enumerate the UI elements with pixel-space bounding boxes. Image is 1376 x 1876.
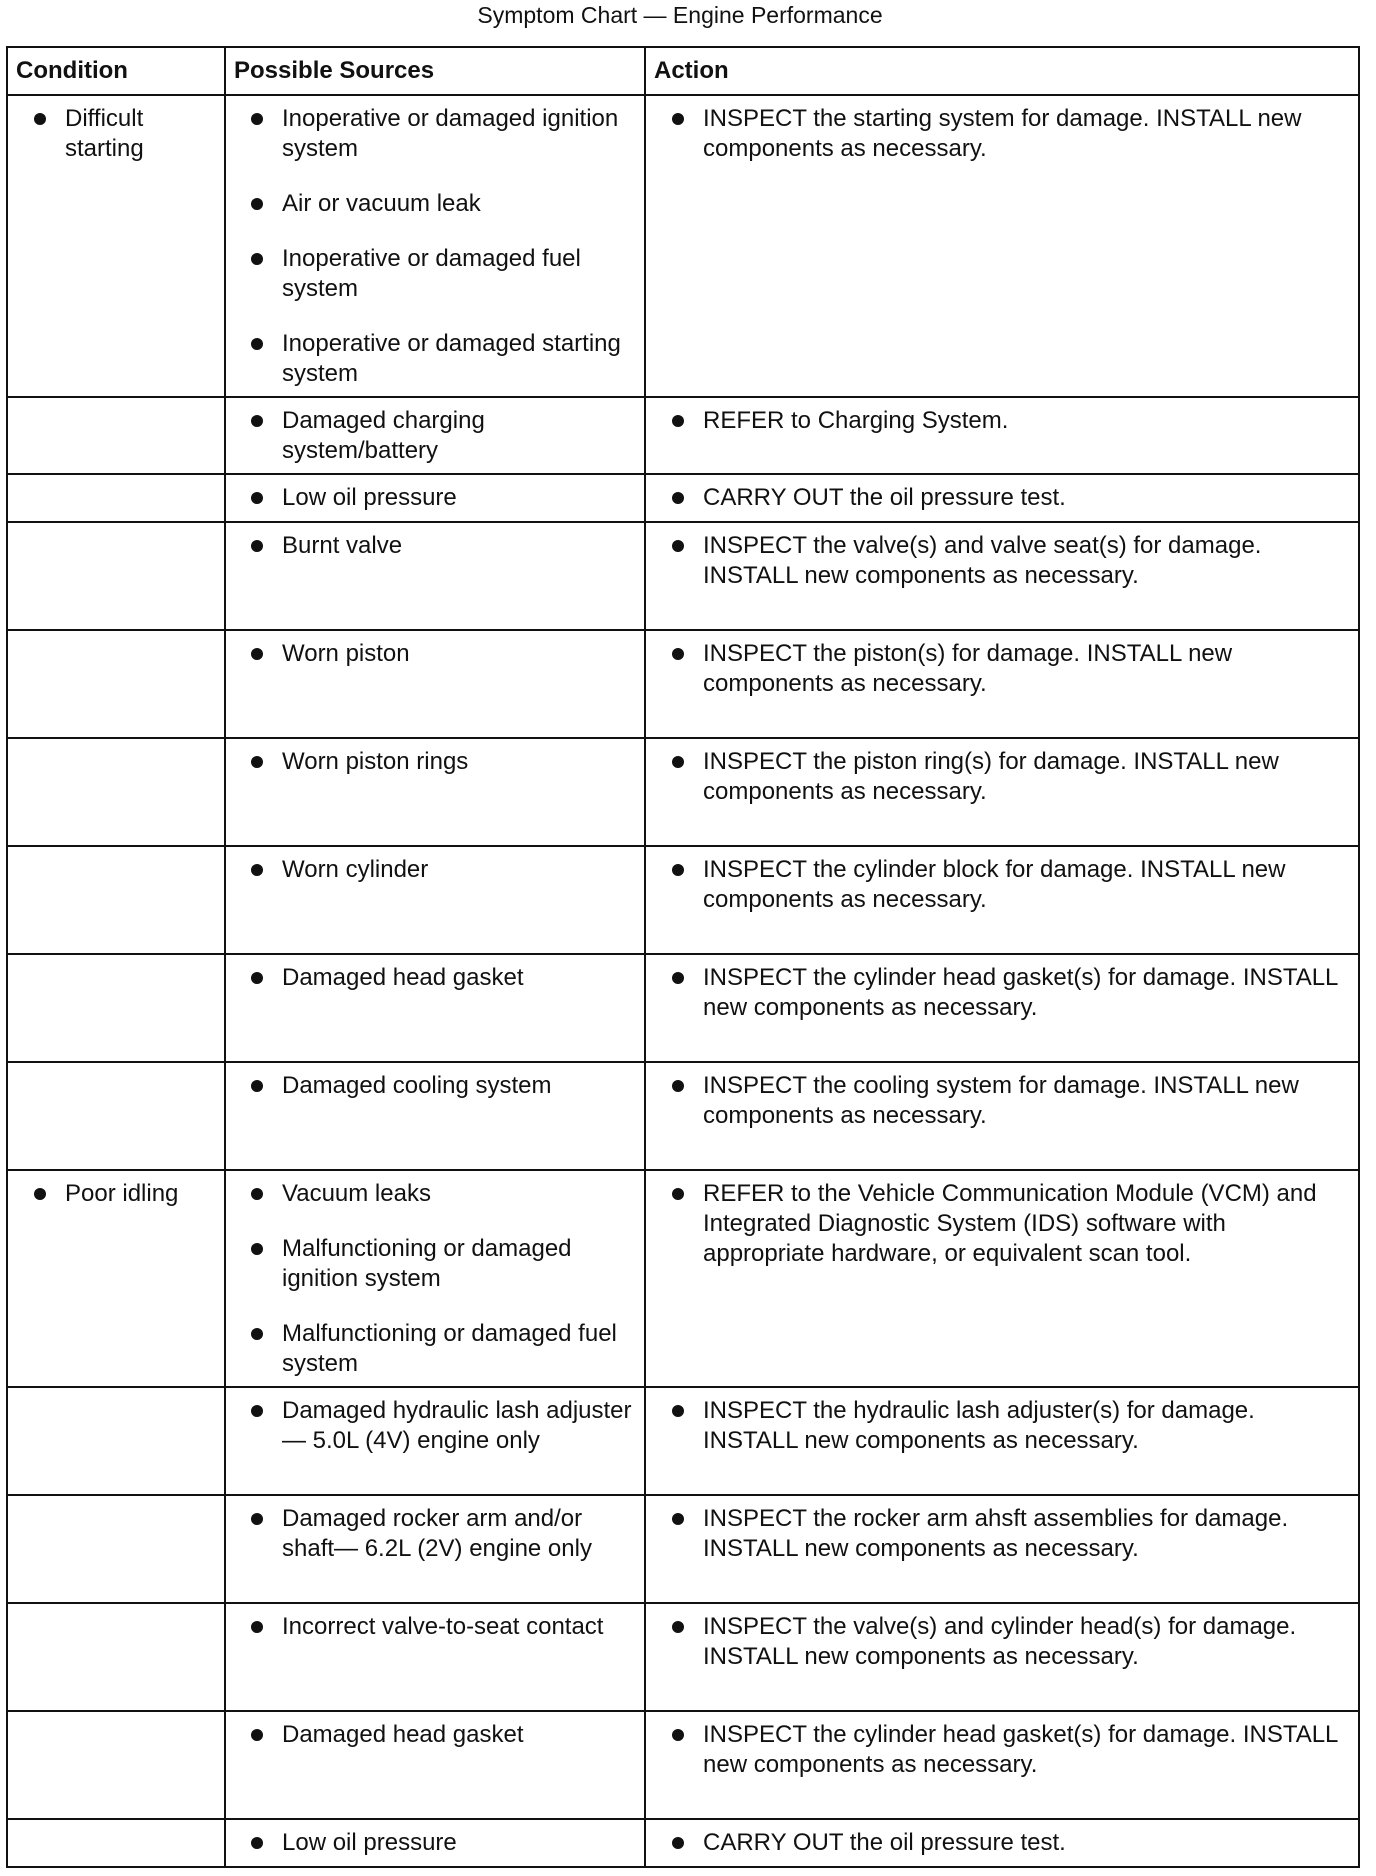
- bullet-icon: [672, 648, 684, 660]
- table-row: [7, 1062, 1359, 1170]
- bullet-icon: [251, 972, 263, 984]
- action-cell: [645, 95, 1359, 397]
- possible-sources-cell: [225, 630, 645, 738]
- source-item-text: Low oil pressure: [282, 1829, 457, 1856]
- source-item-text: Burnt valve: [282, 532, 403, 559]
- bullet-icon: [672, 540, 684, 552]
- source-item: [232, 531, 638, 561]
- possible-sources-cell: [225, 1711, 645, 1819]
- source-item: [232, 1234, 638, 1294]
- action-cell: [645, 1603, 1359, 1711]
- source-item-text: Worn cylinder: [282, 856, 429, 883]
- source-item: [232, 1179, 638, 1209]
- possible-sources-cell: [225, 397, 645, 474]
- possible-sources-cell: [225, 1170, 645, 1387]
- source-item: [232, 244, 638, 304]
- action-item: [652, 1396, 1352, 1456]
- source-item: [232, 1319, 638, 1379]
- action-item: [652, 531, 1352, 591]
- action-cell: [645, 846, 1359, 954]
- bullet-icon: [672, 415, 684, 427]
- symptom-chart-table: [6, 46, 1360, 1868]
- source-item-text: Inoperative or damaged fuel system: [282, 245, 581, 302]
- action-item-text: INSPECT the cooling system for damage. INSTALL new components as necessary.: [703, 1072, 1299, 1129]
- condition-cell: [7, 1170, 225, 1387]
- source-item-text: Damaged head gasket: [282, 1721, 524, 1748]
- table-row: [7, 474, 1359, 522]
- possible-sources-cell: [225, 1495, 645, 1603]
- action-cell: [645, 1170, 1359, 1387]
- source-item-text: Malfunctioning or damaged fuel system: [282, 1320, 617, 1377]
- bullet-icon: [251, 864, 263, 876]
- table-header-row: [7, 47, 1359, 95]
- table-row: [7, 1711, 1359, 1819]
- bullet-icon: [251, 1188, 263, 1200]
- bullet-icon: [251, 1243, 263, 1255]
- source-item: [232, 1720, 638, 1750]
- table-row: [7, 738, 1359, 846]
- condition-cell: [7, 474, 225, 522]
- source-item: [232, 639, 638, 669]
- source-item: [232, 1071, 638, 1101]
- action-item: [652, 1179, 1352, 1269]
- condition-cell: [7, 1387, 225, 1495]
- source-item: [232, 1504, 638, 1564]
- bullet-icon: [672, 1837, 684, 1849]
- action-item: [652, 1720, 1352, 1780]
- source-item: [232, 747, 638, 777]
- source-item: [232, 1396, 638, 1456]
- source-item: [232, 1612, 638, 1642]
- condition-cell: [7, 397, 225, 474]
- source-item: [232, 104, 638, 164]
- action-cell: [645, 954, 1359, 1062]
- action-cell: [645, 397, 1359, 474]
- possible-sources-cell: [225, 522, 645, 630]
- source-item: [232, 189, 638, 219]
- source-item-text: Low oil pressure: [282, 484, 457, 511]
- source-item-text: Malfunctioning or damaged ignition system: [282, 1235, 572, 1292]
- source-item-text: Inoperative or damaged starting system: [282, 330, 621, 387]
- bullet-icon: [672, 864, 684, 876]
- possible-sources-cell: [225, 738, 645, 846]
- action-item: [652, 1071, 1352, 1131]
- table-row: [7, 1495, 1359, 1603]
- bullet-icon: [34, 1188, 46, 1200]
- source-item: [232, 855, 638, 885]
- condition-cell: [7, 1819, 225, 1867]
- action-item: [652, 1612, 1352, 1672]
- condition-item: [14, 104, 218, 164]
- source-item-text: Worn piston: [282, 640, 410, 667]
- bullet-icon: [251, 1837, 263, 1849]
- action-item: [652, 963, 1352, 1023]
- condition-cell: [7, 95, 225, 397]
- page-title: Symptom Chart — Engine Performance: [477, 2, 883, 28]
- source-item-text: Worn piston rings: [282, 748, 469, 775]
- source-item: [232, 406, 638, 466]
- bullet-icon: [672, 1188, 684, 1200]
- bullet-icon: [251, 756, 263, 768]
- bullet-icon: [251, 1080, 263, 1092]
- action-cell: [645, 630, 1359, 738]
- table-row: [7, 397, 1359, 474]
- header-possible-sources: Possible Sources: [225, 47, 645, 95]
- action-cell: [645, 1819, 1359, 1867]
- possible-sources-cell: [225, 474, 645, 522]
- bullet-icon: [672, 1513, 684, 1525]
- condition-cell: [7, 522, 225, 630]
- action-cell: [645, 522, 1359, 630]
- condition-cell: [7, 1062, 225, 1170]
- bullet-icon: [251, 1328, 263, 1340]
- action-item-text: INSPECT the piston ring(s) for damage. INSTALL new components as necessary.: [703, 748, 1279, 805]
- condition-cell: [7, 1711, 225, 1819]
- possible-sources-cell: [225, 954, 645, 1062]
- condition-item: [14, 1179, 218, 1209]
- bullet-icon: [672, 1405, 684, 1417]
- bullet-icon: [672, 492, 684, 504]
- bullet-icon: [672, 1621, 684, 1633]
- bullet-icon: [251, 198, 263, 210]
- condition-cell: [7, 738, 225, 846]
- bullet-icon: [251, 1729, 263, 1741]
- source-item-text: Damaged rocker arm and/or shaft— 6.2L (2V) engine only: [282, 1505, 592, 1562]
- action-item-text: REFER to the Vehicle Communication Module (VCM) and Integrated Diagnostic System (IDS) software with appropriate hardware, or equivalent scan tool.: [703, 1180, 1317, 1267]
- action-item-text: INSPECT the cylinder head gasket(s) for damage. INSTALL new components as necessary.: [703, 964, 1338, 1021]
- source-item: [232, 483, 638, 513]
- table-row: [7, 1170, 1359, 1387]
- bullet-icon: [672, 1729, 684, 1741]
- source-item-text: Vacuum leaks: [282, 1180, 431, 1207]
- action-item-text: INSPECT the rocker arm ahsft assemblies for damage. INSTALL new components as necessary.: [703, 1505, 1289, 1562]
- table-row: [7, 1819, 1359, 1867]
- possible-sources-cell: [225, 1603, 645, 1711]
- action-cell: [645, 1062, 1359, 1170]
- bullet-icon: [34, 113, 46, 125]
- bullet-icon: [672, 972, 684, 984]
- source-item: [232, 1828, 638, 1858]
- bullet-icon: [251, 113, 263, 125]
- table-row: [7, 522, 1359, 630]
- bullet-icon: [251, 1513, 263, 1525]
- source-item: [232, 329, 638, 389]
- action-item: [652, 406, 1352, 436]
- header-condition: Condition: [7, 47, 225, 95]
- possible-sources-cell: [225, 95, 645, 397]
- possible-sources-cell: [225, 1062, 645, 1170]
- action-item-text: INSPECT the cylinder head gasket(s) for damage. INSTALL new components as necessary.: [703, 1721, 1338, 1778]
- action-item-text: INSPECT the valve(s) and valve seat(s) for damage. INSTALL new components as necessary.: [703, 532, 1262, 589]
- header-action: Action: [645, 47, 1359, 95]
- bullet-icon: [251, 415, 263, 427]
- action-cell: [645, 474, 1359, 522]
- action-item: [652, 1504, 1352, 1564]
- source-item-text: Damaged hydraulic lash adjuster— 5.0L (4V) engine only: [282, 1397, 632, 1454]
- action-item: [652, 483, 1352, 513]
- bullet-icon: [251, 1405, 263, 1417]
- bullet-icon: [251, 1621, 263, 1633]
- table-row: [7, 630, 1359, 738]
- source-item-text: Damaged head gasket: [282, 964, 524, 991]
- action-item-text: INSPECT the starting system for damage. INSTALL new components as necessary.: [703, 105, 1302, 162]
- possible-sources-cell: [225, 846, 645, 954]
- bullet-icon: [251, 492, 263, 504]
- bullet-icon: [672, 756, 684, 768]
- action-cell: [645, 738, 1359, 846]
- possible-sources-cell: [225, 1819, 645, 1867]
- condition-cell: [7, 1495, 225, 1603]
- table-row: [7, 1603, 1359, 1711]
- source-item-text: Damaged charging system/battery: [282, 407, 485, 464]
- table-row: [7, 1387, 1359, 1495]
- source-item-text: Incorrect valve-to-seat contact: [282, 1613, 604, 1640]
- action-item: [652, 1828, 1352, 1858]
- action-cell: [645, 1711, 1359, 1819]
- condition-item-text: Poor idling: [65, 1180, 179, 1207]
- table-row: [7, 954, 1359, 1062]
- condition-cell: [7, 846, 225, 954]
- action-item: [652, 855, 1352, 915]
- action-item: [652, 639, 1352, 699]
- action-item: [652, 104, 1352, 164]
- bullet-icon: [251, 540, 263, 552]
- action-item-text: CARRY OUT the oil pressure test.: [703, 484, 1066, 511]
- bullet-icon: [672, 113, 684, 125]
- bullet-icon: [672, 1080, 684, 1092]
- action-item-text: CARRY OUT the oil pressure test.: [703, 1829, 1066, 1856]
- action-item-text: INSPECT the valve(s) and cylinder head(s) for damage. INSTALL new components as necessary.: [703, 1613, 1297, 1670]
- source-item-text: Damaged cooling system: [282, 1072, 552, 1099]
- bullet-icon: [251, 648, 263, 660]
- action-item-text: REFER to Charging System.: [703, 407, 1009, 434]
- table-row: [7, 846, 1359, 954]
- action-cell: [645, 1495, 1359, 1603]
- action-cell: [645, 1387, 1359, 1495]
- table-body: [7, 95, 1359, 1867]
- source-item-text: Air or vacuum leak: [282, 190, 481, 217]
- bullet-icon: [251, 253, 263, 265]
- source-item-text: Inoperative or damaged ignition system: [282, 105, 619, 162]
- source-item: [232, 963, 638, 993]
- condition-cell: [7, 1603, 225, 1711]
- possible-sources-cell: [225, 1387, 645, 1495]
- action-item-text: INSPECT the piston(s) for damage. INSTALL new components as necessary.: [703, 640, 1233, 697]
- action-item-text: INSPECT the cylinder block for damage. INSTALL new components as necessary.: [703, 856, 1286, 913]
- condition-item-text: Difficult starting: [65, 105, 144, 162]
- condition-cell: [7, 630, 225, 738]
- condition-cell: [7, 954, 225, 1062]
- action-item: [652, 747, 1352, 807]
- table-row: [7, 95, 1359, 397]
- bullet-icon: [251, 338, 263, 350]
- action-item-text: INSPECT the hydraulic lash adjuster(s) for damage. INSTALL new components as necessary.: [703, 1397, 1255, 1454]
